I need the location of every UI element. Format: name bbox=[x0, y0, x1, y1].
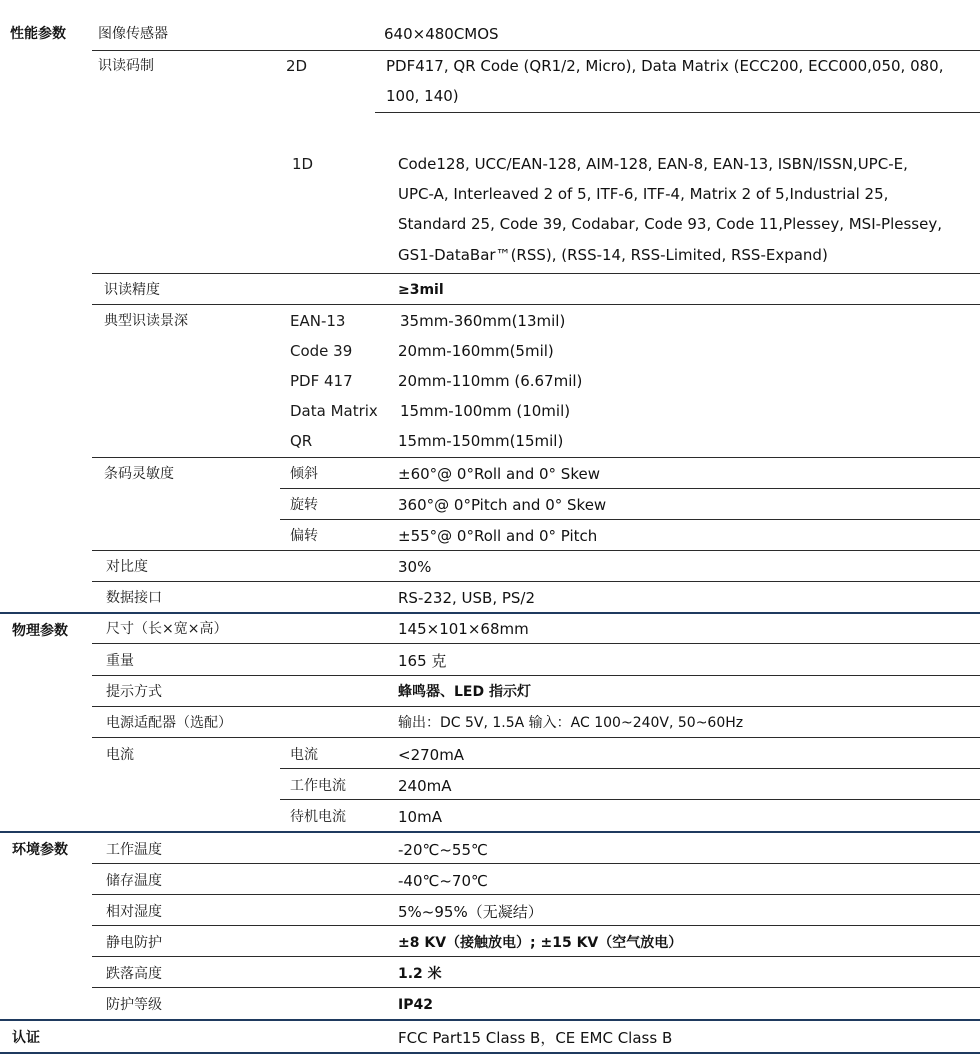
row-divider bbox=[92, 925, 980, 926]
symbologies-2d-label: 2D bbox=[286, 57, 308, 75]
dof-value: 15mm-100mm (10mil) bbox=[400, 402, 571, 420]
drop-height-label: 跌落高度 bbox=[106, 966, 162, 982]
symbologies-1d-line1: Code128, UCC/EAN-128, AIM-128, EAN-8, EAN-13, ISBN/ISSN,UPC-E, bbox=[398, 155, 908, 173]
image-sensor-label: 图像传感器 bbox=[98, 26, 168, 42]
precision-label: 识读精度 bbox=[104, 282, 160, 298]
row-divider bbox=[92, 457, 980, 458]
sensitivity-label: 条码灵敏度 bbox=[104, 466, 174, 482]
row-divider bbox=[92, 643, 980, 644]
power-adapter-label: 电源适配器（选配） bbox=[106, 715, 232, 731]
symbologies-1d-line2: UPC-A, Interleaved 2 of 5, ITF-6, ITF-4, Matrix 2 of 5,Industrial 25, bbox=[398, 185, 889, 203]
depth-of-field-label: 典型识读景深 bbox=[104, 313, 188, 329]
sensitivity-value: ±55°@ 0°Roll and 0° Pitch bbox=[398, 527, 598, 545]
dof-value: 35mm-360mm(13mil) bbox=[400, 312, 566, 330]
current-name: 工作电流 bbox=[290, 778, 346, 794]
certification-value: FCC Part15 Class B，CE EMC Class B bbox=[398, 1029, 673, 1047]
table-bottom-rule bbox=[0, 1052, 980, 1054]
dof-name: Code 39 bbox=[290, 342, 353, 360]
dof-value: 20mm-110mm (6.67mil) bbox=[398, 372, 583, 390]
operating-temp-label: 工作温度 bbox=[106, 842, 162, 858]
row-divider bbox=[280, 519, 980, 520]
indicator-value: 蜂鸣器、LED 指示灯 bbox=[398, 684, 531, 700]
row-divider bbox=[92, 304, 980, 305]
image-sensor-value: 640×480CMOS bbox=[384, 25, 499, 43]
current-value: <270mA bbox=[398, 746, 465, 764]
row-divider bbox=[92, 894, 980, 895]
row-divider bbox=[92, 863, 980, 864]
indicator-label: 提示方式 bbox=[106, 684, 162, 700]
symbologies-2d-line1: PDF417, QR Code (QR1/2, Micro), Data Matrix (ECC200, ECC000,050, 080, bbox=[386, 57, 944, 75]
symbologies-1d-label: 1D bbox=[292, 155, 314, 173]
symbologies-label: 识读码制 bbox=[98, 58, 154, 74]
category-certification: 认证 bbox=[12, 1030, 40, 1046]
row-divider bbox=[92, 737, 980, 738]
dimensions-value: 145×101×68mm bbox=[398, 620, 529, 638]
row-divider bbox=[92, 550, 980, 551]
operating-temp-value: -20℃~55℃ bbox=[398, 841, 488, 859]
sensitivity-name: 偏转 bbox=[290, 528, 318, 544]
storage-temp-value: -40℃~70℃ bbox=[398, 872, 488, 890]
section-divider bbox=[0, 831, 980, 833]
weight-value: 165 克 bbox=[398, 652, 447, 670]
contrast-label: 对比度 bbox=[106, 559, 148, 575]
sensitivity-value: 360°@ 0°Pitch and 0° Skew bbox=[398, 496, 607, 514]
drop-height-value: 1.2 米 bbox=[398, 966, 442, 982]
dof-value: 20mm-160mm(5mil) bbox=[398, 342, 554, 360]
protection-label: 防护等级 bbox=[106, 997, 162, 1013]
dof-name: QR bbox=[290, 432, 313, 450]
symbologies-1d-line3: Standard 25, Code 39, Codabar, Code 93, Code 11,Plessey, MSI-Plessey, bbox=[398, 215, 942, 233]
interface-label: 数据接口 bbox=[106, 590, 162, 606]
row-divider bbox=[92, 273, 980, 274]
dof-name: EAN-13 bbox=[290, 312, 346, 330]
precision-value: ≥3mil bbox=[398, 282, 444, 298]
esd-label: 静电防护 bbox=[106, 935, 162, 951]
row-divider bbox=[92, 675, 980, 676]
humidity-value: 5%~95%（无凝结） bbox=[398, 903, 543, 921]
row-divider bbox=[280, 799, 980, 800]
weight-label: 重量 bbox=[106, 653, 134, 669]
row-divider bbox=[92, 956, 980, 957]
sensitivity-value: ±60°@ 0°Roll and 0° Skew bbox=[398, 465, 600, 483]
dof-name: Data Matrix bbox=[290, 402, 378, 420]
category-physical: 物理参数 bbox=[12, 623, 68, 639]
storage-temp-label: 储存温度 bbox=[106, 873, 162, 889]
dof-name: PDF 417 bbox=[290, 372, 353, 390]
dof-value: 15mm-150mm(15mil) bbox=[398, 432, 564, 450]
row-divider bbox=[92, 581, 980, 582]
row-divider bbox=[92, 987, 980, 988]
section-divider bbox=[0, 1019, 980, 1021]
humidity-label: 相对湿度 bbox=[106, 904, 162, 920]
category-environment: 环境参数 bbox=[12, 842, 68, 858]
contrast-value: 30% bbox=[398, 558, 432, 576]
current-value: 240mA bbox=[398, 777, 452, 795]
power-adapter-value: 输出：DC 5V, 1.5A 输入：AC 100~240V, 50~60Hz bbox=[398, 715, 744, 731]
symbologies-1d-line4: GS1-DataBar™(RSS), (RSS-14, RSS-Limited, RSS-Expand) bbox=[398, 246, 828, 264]
protection-value: IP42 bbox=[398, 997, 433, 1013]
dimensions-label: 尺寸（长×宽×高） bbox=[106, 621, 228, 637]
current-name: 待机电流 bbox=[290, 809, 346, 825]
current-label: 电流 bbox=[106, 747, 134, 763]
row-divider bbox=[92, 706, 980, 707]
sensitivity-name: 旋转 bbox=[290, 497, 318, 513]
symbologies-2d-line2: 100, 140) bbox=[386, 87, 459, 105]
row-divider bbox=[375, 112, 980, 113]
category-performance: 性能参数 bbox=[10, 26, 66, 42]
interface-value: RS-232, USB, PS/2 bbox=[398, 589, 536, 607]
row-divider bbox=[92, 50, 980, 51]
esd-value: ±8 KV（接触放电）; ±15 KV（空气放电） bbox=[398, 935, 683, 951]
row-divider bbox=[280, 488, 980, 489]
section-divider bbox=[0, 612, 980, 614]
current-value: 10mA bbox=[398, 808, 442, 826]
row-divider bbox=[280, 768, 980, 769]
current-name: 电流 bbox=[290, 747, 318, 763]
sensitivity-name: 倾斜 bbox=[290, 466, 318, 482]
